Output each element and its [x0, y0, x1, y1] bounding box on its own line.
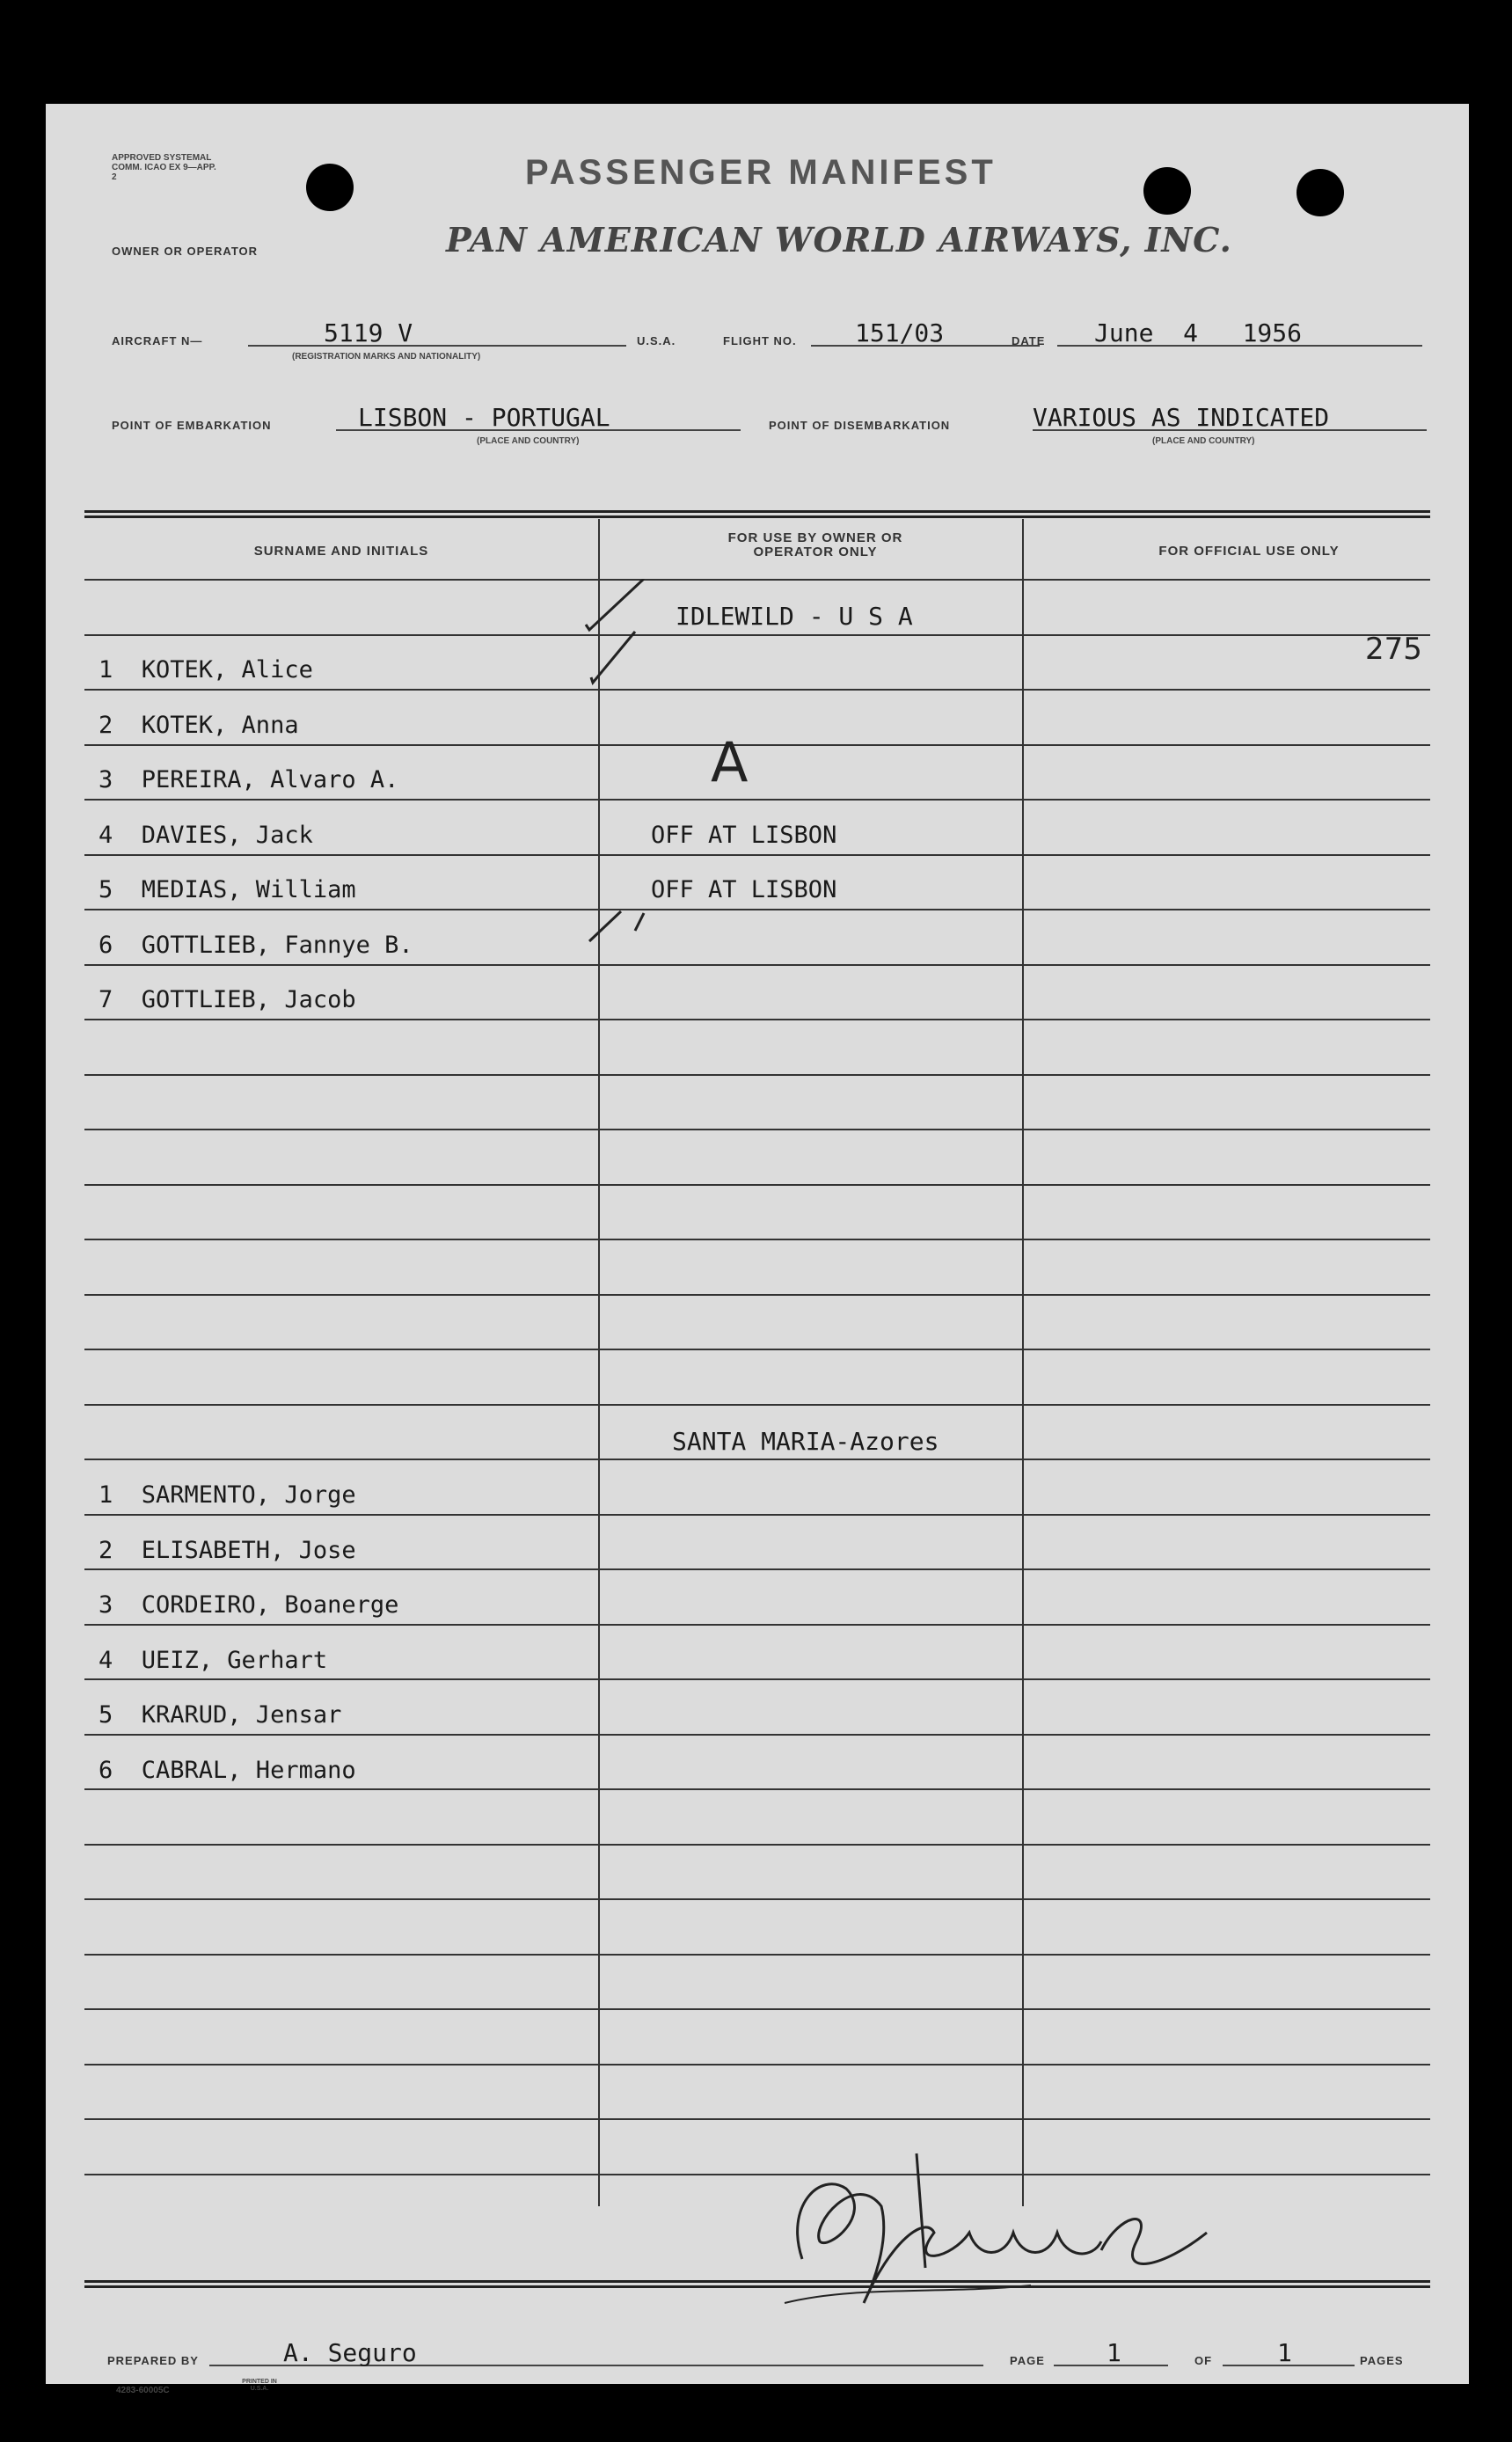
aircraft-line: [248, 322, 626, 347]
ruled-line: [84, 1568, 1430, 1570]
ruled-line: [84, 964, 1430, 966]
ruled-line: [84, 1734, 1430, 1736]
passenger-name: 4 UEIZ, Gerhart: [99, 1647, 328, 1674]
company-name: PAN AMERICAN WORLD AIRWAYS, INC.: [446, 220, 1232, 260]
punch-hole: [1143, 167, 1191, 215]
prepared-value: A. Seguro: [283, 2338, 417, 2367]
embarkation-label: POINT OF EMBARKATION: [112, 419, 272, 432]
aircraft-sublabel: (REGISTRATION MARKS AND NATIONALITY): [292, 352, 481, 362]
punch-hole: [1297, 169, 1344, 216]
printed-in-usa: PRINTED IN U.S.A.: [242, 2379, 277, 2392]
bottom-double-rule: [84, 2280, 1430, 2288]
ruled-line: [84, 1844, 1430, 1846]
of-value: 1: [1277, 2338, 1292, 2367]
passenger-name: 5 MEDIAS, William: [99, 876, 356, 903]
ruled-line: [84, 689, 1430, 691]
ruled-line: [84, 1294, 1430, 1296]
pages-label: PAGES: [1360, 2354, 1404, 2367]
aircraft-label: AIRCRAFT N—: [112, 334, 203, 347]
disembarkation-label: POINT OF DISEMBARKATION: [769, 419, 951, 432]
signature-mark: [749, 2136, 1224, 2329]
ruled-line: [84, 1788, 1430, 1790]
col-header-official: FOR OFFICIAL USE ONLY: [1158, 544, 1340, 559]
page-title: PASSENGER MANIFEST: [525, 153, 997, 192]
ruled-line: [84, 1184, 1430, 1186]
ruled-line: [84, 1624, 1430, 1626]
passenger-name: 2 ELISABETH, Jose: [99, 1537, 356, 1564]
ruled-line: [84, 854, 1430, 856]
handwritten-mark: A: [711, 730, 749, 794]
ruled-line: [84, 2118, 1430, 2120]
usa-label: U.S.A.: [637, 334, 676, 347]
group2-destination: SANTA MARIA-Azores: [672, 1427, 939, 1456]
passenger-name: 5 KRARUD, Jensar: [99, 1701, 342, 1729]
punch-hole: [306, 164, 354, 211]
ruled-line: [84, 799, 1430, 801]
passenger-name: 3 PEREIRA, Alvaro A.: [99, 766, 399, 793]
passenger-name: 6 GOTTLIEB, Fannye B.: [99, 932, 413, 959]
ruled-line: [84, 744, 1430, 746]
flight-value: 151/03: [855, 318, 945, 347]
ruled-line: [84, 1678, 1430, 1680]
page-value: 1: [1107, 2338, 1121, 2367]
prepared-label: PREPARED BY: [107, 2354, 199, 2367]
ruled-line: [84, 1898, 1430, 1900]
approval-stamp: APPROVED SYSTEMAL COMM. ICAO EX 9—APP. 2: [112, 153, 216, 182]
passenger-remark: OFF AT LISBON: [651, 822, 837, 849]
form-number: 4283-60005C: [116, 2386, 170, 2395]
passenger-name: 7 GOTTLIEB, Jacob: [99, 986, 356, 1013]
owner-label: OWNER OR OPERATOR: [112, 245, 259, 258]
passenger-name: 3 CORDEIRO, Boanerge: [99, 1591, 399, 1619]
ruled-line: [84, 1954, 1430, 1956]
ruled-line: [84, 2008, 1430, 2010]
date-label: DATE: [1012, 334, 1046, 347]
official-number: 275: [1365, 632, 1422, 667]
passenger-remark: OFF AT LISBON: [651, 876, 837, 903]
ruled-line: [84, 909, 1430, 910]
disembarkation-sublabel: (PLACE AND COUNTRY): [1152, 436, 1255, 446]
passenger-name: 1 KOTEK, Alice: [99, 656, 313, 684]
flight-label: FLIGHT NO.: [723, 334, 797, 347]
ruled-line: [84, 2064, 1430, 2065]
col-header-operator: FOR USE BY OWNER OR OPERATOR ONLY: [727, 530, 903, 559]
disembarkation-value: VARIOUS AS INDICATED: [1033, 403, 1330, 432]
top-double-rule: [84, 510, 1430, 518]
manifest-sheet: [46, 104, 1469, 2395]
ruled-line: [84, 1129, 1430, 1130]
ruled-line: [84, 1349, 1430, 1350]
passenger-name: 2 KOTEK, Anna: [99, 712, 299, 739]
date-value: June 4 1956: [1094, 318, 1303, 347]
ruled-line: [84, 1459, 1430, 1460]
ruled-line: [84, 1514, 1430, 1516]
col-header-surname: SURNAME AND INITIALS: [253, 544, 429, 559]
ruled-line: [84, 1074, 1430, 1076]
passenger-name: 6 CABRAL, Hermano: [99, 1757, 356, 1784]
ruled-line: [84, 1019, 1430, 1020]
group1-destination: IDLEWILD - U S A: [676, 602, 913, 631]
embarkation-sublabel: (PLACE AND COUNTRY): [477, 436, 580, 446]
aircraft-value: 5119 V: [324, 318, 413, 347]
ruled-line: [84, 579, 1430, 581]
passenger-name: 4 DAVIES, Jack: [99, 822, 313, 849]
ruled-line: [84, 634, 1430, 636]
passenger-name: 1 SARMENTO, Jorge: [99, 1481, 356, 1509]
ruled-line: [84, 1239, 1430, 1240]
of-label: OF: [1194, 2354, 1213, 2367]
check-marks: [573, 579, 653, 948]
ruled-line: [84, 1404, 1430, 1406]
page-label: PAGE: [1010, 2354, 1045, 2367]
embarkation-value: LISBON - PORTUGAL: [358, 403, 610, 432]
